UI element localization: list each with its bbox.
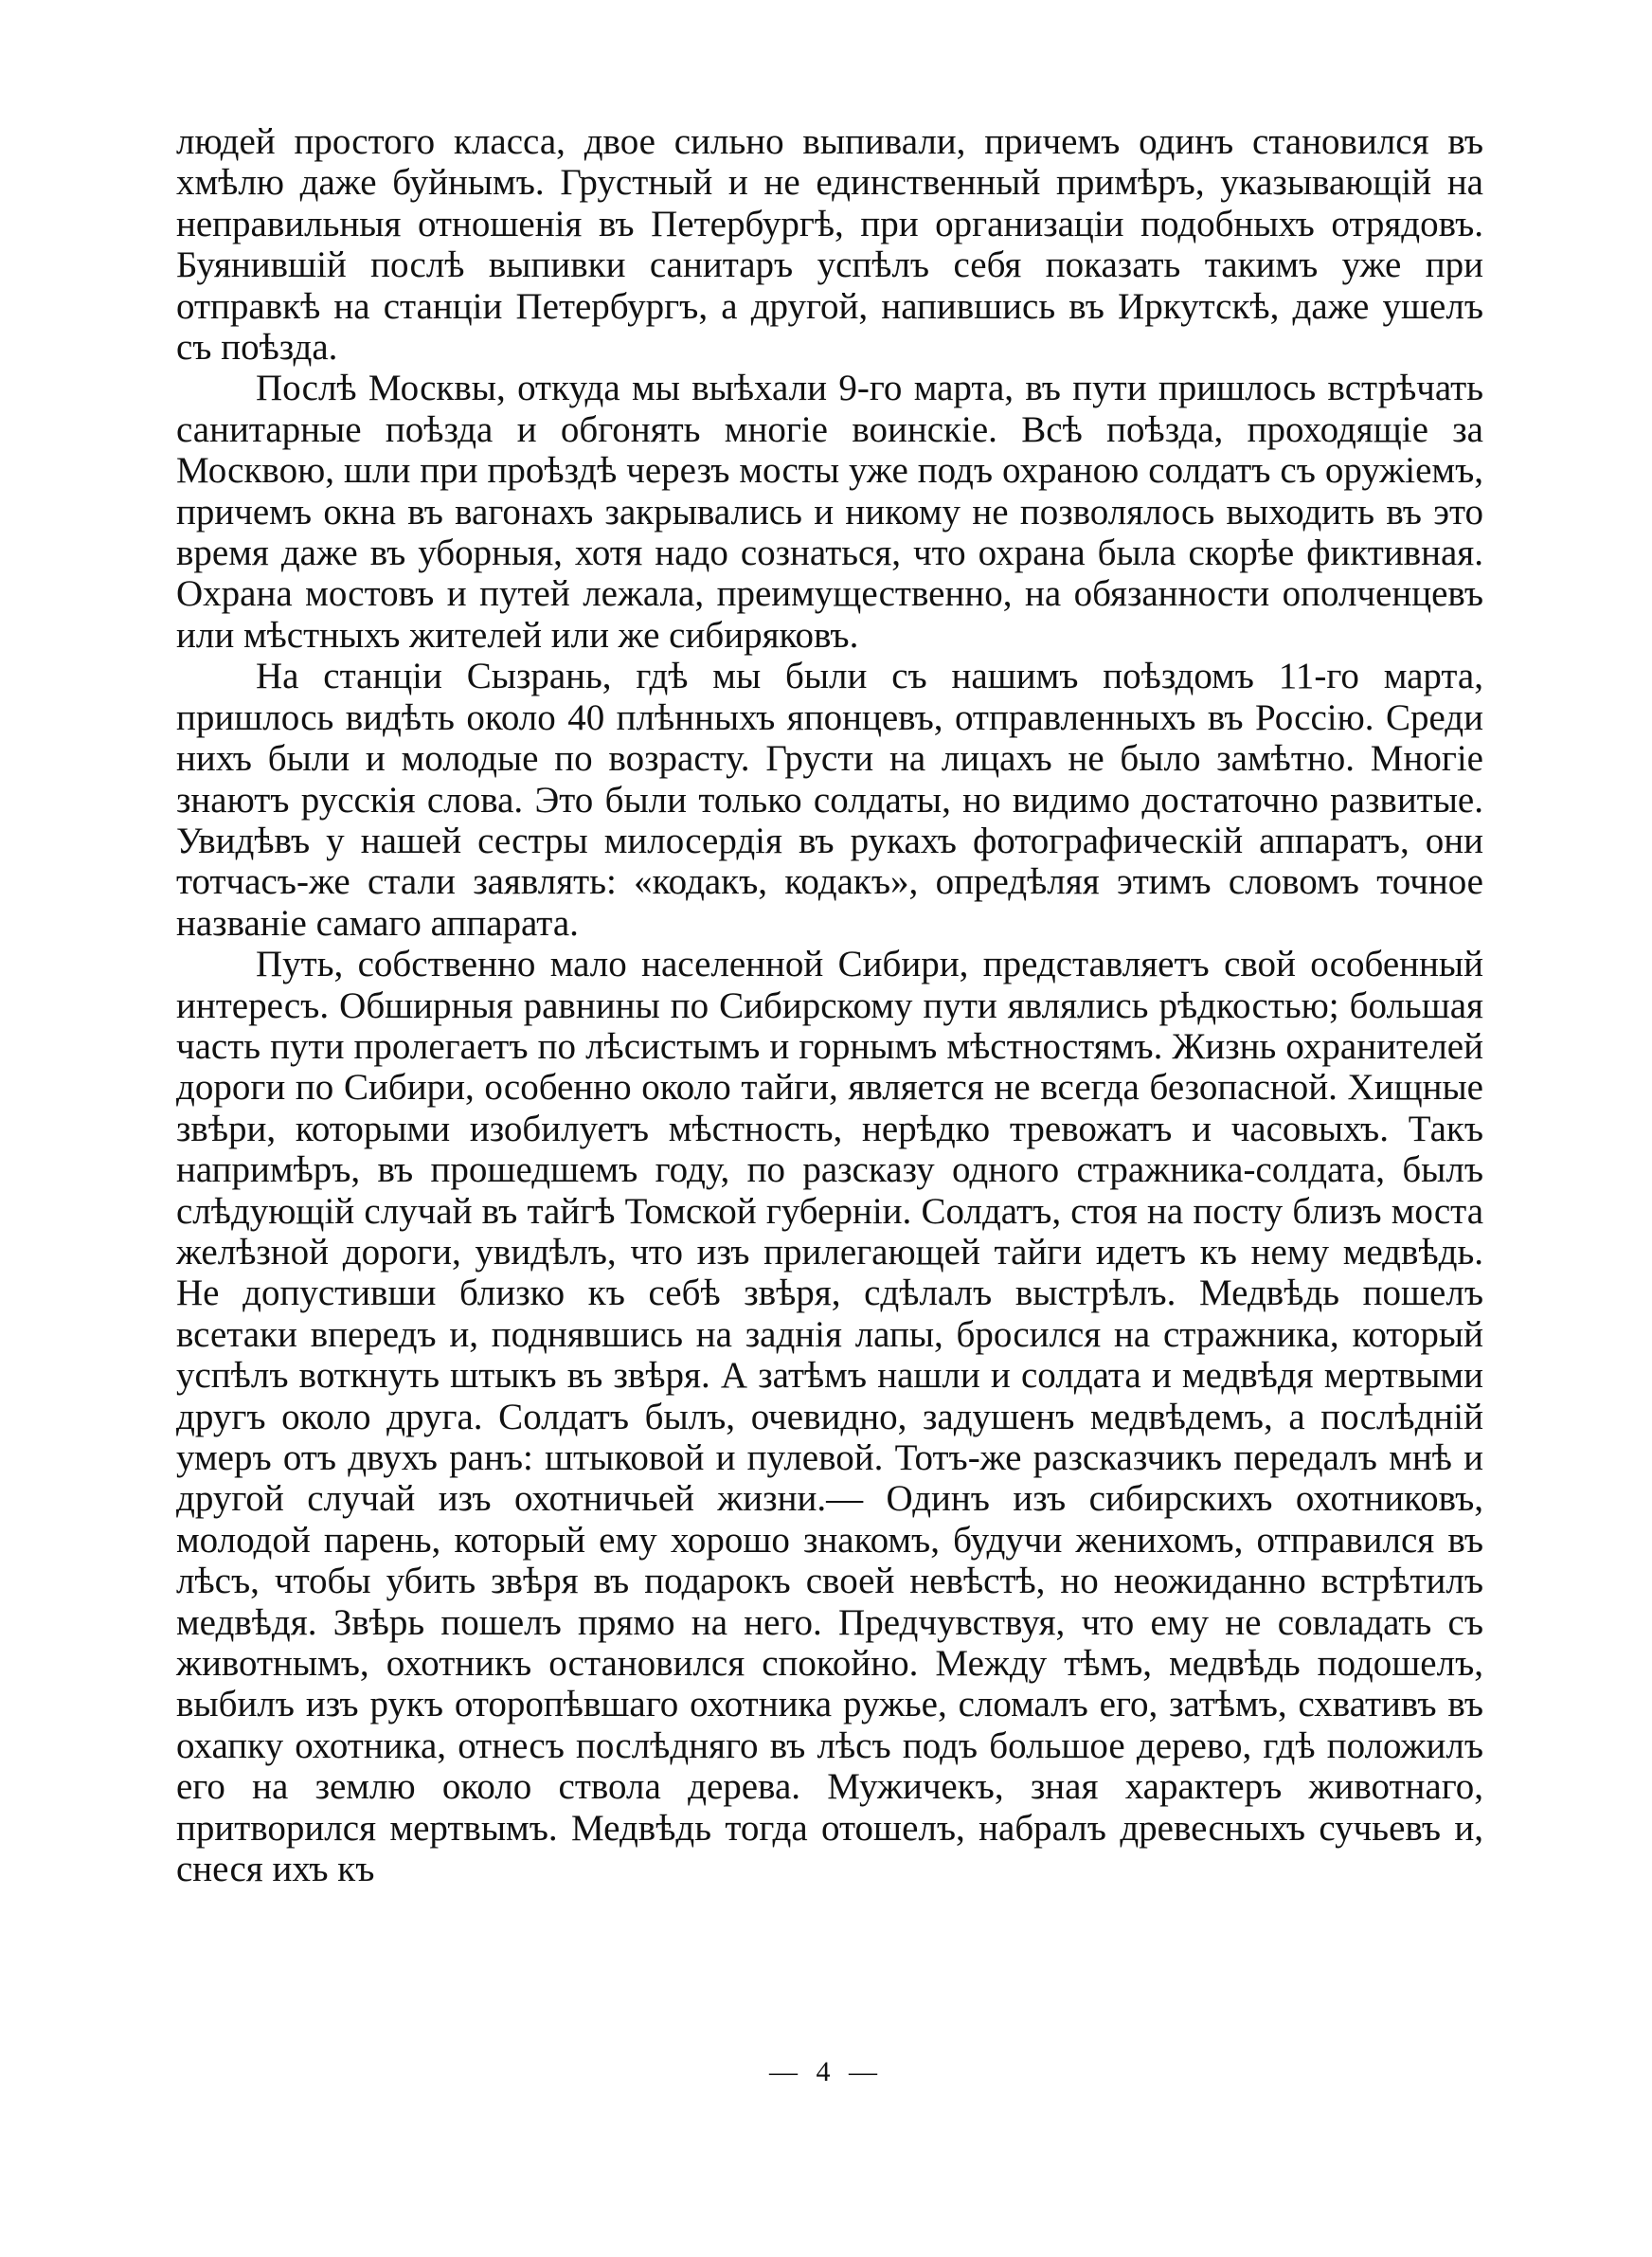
paragraph-2: Послѣ Москвы, откуда мы выѣхали 9-го марта, въ пути пришлось встрѣчать санитарные поѣзда и обгонять многіе воинскіе. Всѣ поѣзда, проходящіе за Москвою, шли при проѣздѣ черезъ мосты уже подъ охраною солдатъ съ оружіемъ, причемъ окна въ вагонахъ закрывались и никому не позволялось выходить въ это время даже въ уборныя, хотя надо сознаться, что охрана была скорѣе фиктивная. Охрана мостовъ и путей лежала, преимущественно, на обязанности ополченцевъ или мѣстныхъ жителей или же сибиряковъ. bbox=[176, 368, 1483, 656]
page-number: — 4 — bbox=[769, 2056, 883, 2087]
body-text bbox=[176, 121, 1483, 1889]
paragraph-1: людей простого класса, двое сильно выпивали, причемъ одинъ становился въ хмѣлю даже буйнымъ. Грустный и не единственный примѣръ, указывающій на неправильныя отношенія въ Петербургѣ, при организаціи подобныхъ отрядовъ. Буянившій послѣ выпивки санитаръ успѣлъ себя показать такимъ уже при отправкѣ на станціи Петербургъ, а другой, напившись въ Иркутскѣ, даже ушелъ съ поѣзда. bbox=[176, 121, 1483, 369]
paragraph-3: На станціи Сызрань, гдѣ мы были съ нашимъ поѣздомъ 11-го марта, пришлось видѣть около 40 плѣнныхъ японцевъ, отправленныхъ въ Россію. Среди нихъ были и молодые по возрасту. Грусти на лицахъ не было замѣтно. Многіе знаютъ русскія слова. Это были только солдаты, но видимо достаточно развитые. Увидѣвъ у нашей сестры милосердія въ рукахъ фотографическій аппаратъ, они тотчасъ-же стали заявлять: «кодакъ, кодакъ», опредѣляя этимъ словомъ точное названіе самаго аппарата. bbox=[176, 656, 1483, 944]
paragraph-4: Путь, собственно мало населенной Сибири, представляетъ свой особенный интересъ. Обширныя равнины по Сибирскому пути являлись рѣдкостью; большая часть пути пролегаетъ по лѣсистымъ и горнымъ мѣстностямъ. Жизнь охранителей дороги по Сибири, особенно около тайги, является не всегда безопасной. Хищные звѣри, которыми изобилуетъ мѣстность, нерѣдко тревожатъ и часовыхъ. Такъ напримѣръ, въ прошедшемъ году, по разсказу одного стражника-солдата, былъ слѣдующій случай въ тайгѣ Томской губерніи. Солдатъ, стоя на посту близъ моста желѣзной дороги, увидѣлъ, что изъ прилегающей тайги идетъ къ нему медвѣдь. Не допустивши близко къ себѣ звѣря, сдѣлалъ выстрѣлъ. Медвѣдь пошелъ всетаки впередъ и, поднявшись на заднія лапы, бросился на стражника, который успѣлъ воткнуть штыкъ въ звѣря. А затѣмъ нашли и солдата и медвѣдя мертвыми другъ около друга. Солдатъ былъ, очевидно, задушенъ медвѣдемъ, а послѣдній умеръ отъ двухъ ранъ: штыковой и пулевой. Тотъ-же разсказчикъ передалъ мнѣ и другой случай изъ охотничьей жизни.— Одинъ изъ сибирскихъ охотниковъ, молодой парень, который ему хорошо знакомъ, будучи женихомъ, отправился въ лѣсъ, чтобы убить звѣря въ подарокъ своей невѣстѣ, но неожиданно встрѣтилъ медвѣдя. Звѣрь пошелъ прямо на него. Предчувствуя, что ему не совладать съ животнымъ, охотникъ остановился спокойно. Между тѣмъ, медвѣдь подошелъ, выбилъ изъ рукъ оторопѣвшаго охотника ружье, сломалъ его, затѣмъ, схвативъ въ охапку охотника, отнесъ послѣдняго въ лѣсъ подъ большое дерево, гдѣ положилъ его на землю около ствола дерева. Мужичекъ, зная характеръ животнаго, притворился мертвымъ. Медвѣдь тогда отошелъ, набралъ древесныхъ сучьевъ и, снеся ихъ къ bbox=[176, 944, 1483, 1890]
